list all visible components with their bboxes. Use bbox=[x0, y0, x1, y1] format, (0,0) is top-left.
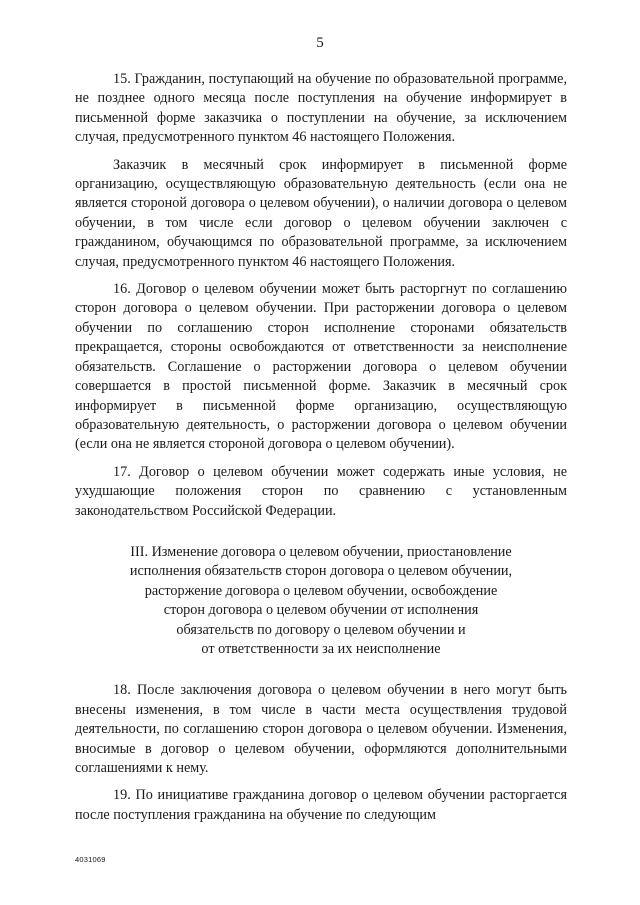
section-heading-line: исполнения обязательств сторон договора о целевом обучении, bbox=[129, 563, 513, 580]
paragraph-15-continued: Заказчик в месячный срок информирует в письменной форме организацию, осуществляющую образовательную деятельность (если она не является стороной договора о целевом обучении), о наличии договора о целевом обучении, в том числе если договор о целевом обучении заключен с гражданином, обучающимся по образовательной программе, за исключением случая, предусмотренного пунктом 46 настоящего Положения. bbox=[75, 156, 567, 270]
paragraph-19: 19. По инициативе гражданина договор о целевом обучении расторгается после поступления гражданина на обучение по следующим bbox=[75, 787, 567, 823]
paragraph-16: 16. Договор о целевом обучении может быть расторгнут по соглашению сторон договора о целевом обучении. При расторжении договора о целевом обучении по соглашению сторон исполнение сторонами обязательств прекращается, стороны освобождаются от ответственности за неисполнение обязательств. Соглашение о расторжении договора о целевом обучении совершается в простой письменной форме. Заказчик в месячный срок информирует в письменной форме организацию, осуществляющую образовательную деятельность, о расторжении договора о целевом обучении (если она не является стороной договора о целевом обучении). bbox=[75, 281, 567, 453]
page-number: 5 bbox=[316, 35, 324, 51]
document-code: 4031069 bbox=[75, 855, 106, 864]
document-body bbox=[75, 70, 567, 833]
paragraph-17: 17. Договор о целевом обучении может содержать иные условия, не ухудшающие положения сторон по сравнению с установленным законодательством Российской Федерации. bbox=[75, 463, 567, 519]
section-heading-line: расторжение договора о целевом обучении, освобождение bbox=[144, 582, 498, 599]
section-heading-line: сторон договора о целевом обучении от исполнения bbox=[163, 602, 479, 619]
section-heading-line: обязательств по договору о целевом обучении и bbox=[176, 621, 466, 638]
paragraph-15: 15. Гражданин, поступающий на обучение по образовательной программе, не позднее одного месяца после поступления на обучение информирует в письменной форме заказчика о поступлении на обучение, за исключением случая, предусмотренного пунктом 46 настоящего Положения. bbox=[75, 71, 567, 146]
section-heading-iii bbox=[75, 543, 567, 659]
section-heading-line: III. Изменение договора о целевом обучении, приостановление bbox=[130, 543, 512, 560]
section-heading-line: от ответственности за их неисполнение bbox=[201, 640, 441, 657]
paragraph-18: 18. После заключения договора о целевом обучении в него могут быть внесены изменения, в том числе в части места осуществления трудовой деятельности, по соглашению сторон договора о целевом обучении. Изменения, вносимые в договор о целевом обучении, оформляются дополнительными соглашениями к нему. bbox=[75, 682, 567, 776]
